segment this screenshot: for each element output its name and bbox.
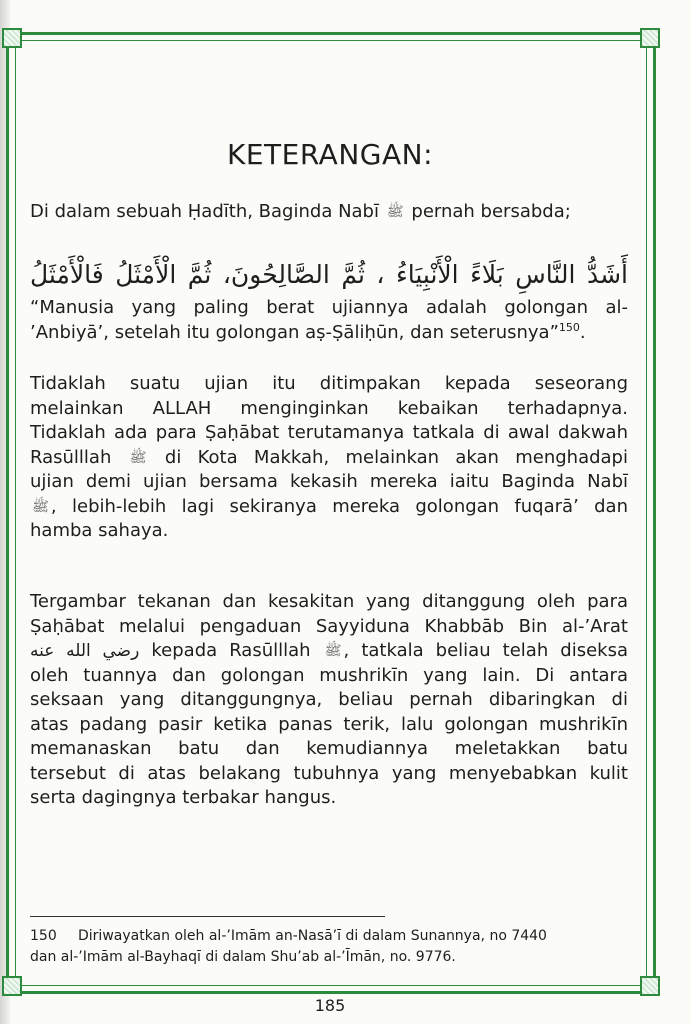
paragraph-line: ujian demi ujian bersama kekasih mereka iaitu Baginda Nabī — [30, 471, 628, 492]
line-text: Rasūlllah — [30, 446, 112, 468]
paragraph-2 — [30, 372, 628, 544]
translation-paragraph — [30, 296, 628, 345]
paragraph-line: oleh tuannya dan golongan mushrikīn yang lain. Di antara — [30, 664, 628, 686]
footnote-ref: 150 — [558, 320, 580, 334]
paragraph-line: tersebut di atas belakang tubuhnya yang menyebabkan kulit — [30, 762, 628, 784]
intro-paragraph — [30, 200, 628, 225]
translation-line: “Manusia yang paling berat ujiannya adalah golongan al- — [30, 297, 628, 318]
translation-line — [30, 321, 628, 346]
paragraph-line: serta dagingnya terbakar hangus. — [30, 787, 337, 808]
paragraph-line: Tidaklah suatu ujian itu ditimpakan kepada seseorang — [30, 373, 628, 394]
line-text: kepada Rasūlllah — [151, 640, 311, 661]
translation-end: . — [579, 321, 586, 343]
footnote-line: dan al-’Imām al-Bayhaqī di dalam Shu’ab al-’Īmān, no. 9776. — [30, 949, 456, 965]
line-text: , tatkala beliau telah diseksa — [343, 640, 628, 661]
paragraph-line — [30, 495, 628, 520]
arabic-honorific: رضي الله عنه — [30, 641, 140, 661]
corner-ornament — [2, 28, 22, 48]
footnote-number: 150 — [30, 928, 57, 944]
corner-ornament — [2, 976, 22, 996]
footnote-divider — [30, 916, 385, 917]
saw-symbol: ﷺ — [129, 449, 147, 466]
footnote-text: Diriwayatkan oleh al-’Imām an-Nasā’ī di dalam Sunannya, no 7440 — [78, 928, 547, 944]
paragraph-line: memanaskan batu dan kemudiannya meletakkan batu — [30, 738, 628, 759]
page-title: KETERANGAN: — [227, 138, 433, 171]
footnote-line — [30, 926, 628, 947]
corner-ornament — [640, 28, 660, 48]
corner-ornament — [640, 976, 660, 996]
saw-symbol: ﷺ — [386, 204, 404, 220]
paragraph-line: seksaan yang ditanggungnya, beliau pernah dibaringkan di — [30, 689, 628, 710]
paragraph-3 — [30, 590, 628, 811]
intro-text-after: pernah bersabda; — [411, 201, 571, 222]
arabic-hadith-quote: أَشَدُّ النَّاسِ بَلَاءً الْأَنْبِيَاءُ ، ثُمَّ الصَّالِحُونَ، ثُمَّ الْأَمْثَلُ فَالْأَمْثَلُ — [30, 260, 628, 289]
footnote — [30, 926, 628, 968]
paragraph-line — [30, 446, 628, 471]
page-number: 185 — [314, 996, 346, 1015]
intro-text: Di dalam sebuah Ḥadīth, Baginda Nabī — [30, 201, 379, 222]
paragraph-line: Tidaklah ada para Ṣaḥābat terutamanya tatkala di awal dakwah — [30, 422, 628, 443]
line-text: , lebih-lebih lagi sekiranya mereka golongan fuqarā’ dan — [50, 495, 628, 517]
paragraph-line: atas padang pasir ketika panas terik, lalu golongan mushrikīn — [30, 713, 628, 735]
paragraph-line: melainkan ALLAH menginginkan kebaikan terhadapnya. — [30, 397, 628, 419]
paragraph-line: hamba sahaya. — [30, 520, 169, 541]
paragraph-line: Ṣaḥābat melalui pengaduan Sayyiduna Khabbāb Bin al-’Arat — [30, 615, 628, 637]
saw-symbol: ﷺ — [324, 643, 342, 659]
paragraph-line: Tergambar tekanan dan kesakitan yang ditanggung oleh para — [30, 591, 628, 612]
paragraph-line — [30, 639, 628, 664]
saw-symbol: ﷺ — [32, 498, 49, 515]
translation-text: ’Anbiyā’, setelah itu golongan aṣ-Ṣāliḥūn, dan seterusnya” — [30, 321, 559, 343]
line-text: di Kota Makkah, melainkan akan menghadapi — [164, 446, 628, 468]
